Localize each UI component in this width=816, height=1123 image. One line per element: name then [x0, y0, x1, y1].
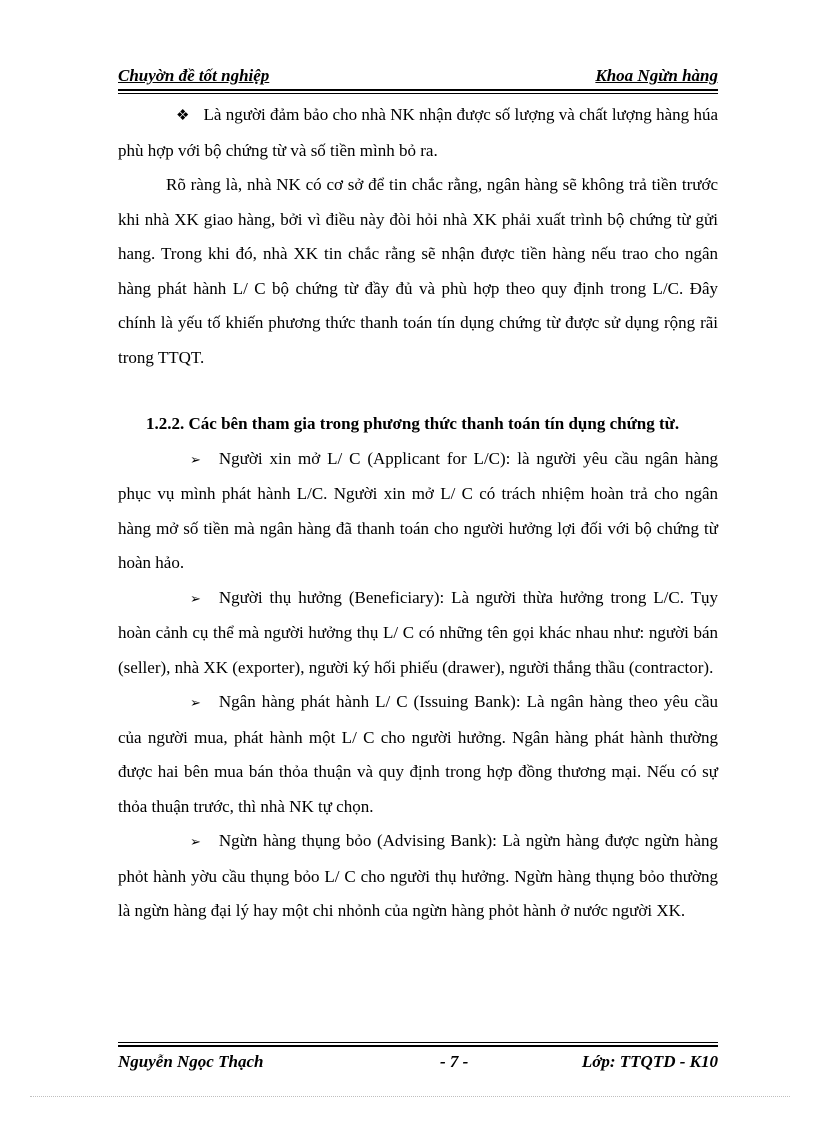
header-rule-thick: [118, 89, 718, 91]
list-item: [118, 581, 718, 686]
footer-rule-thin: [118, 1042, 718, 1043]
bullet-paragraph-text: Là người đảm bảo cho nhà NK nhận được số lượng và chất lượng hàng húa phù hợp với bộ chứng từ và số tiền mình bỏ ra.: [118, 105, 718, 160]
arrow-bullet-icon: ➢: [190, 695, 201, 710]
diamond-bullet-icon: ❖: [176, 108, 190, 124]
list-item: [118, 685, 718, 824]
footer-class: Lớp: TTQTD - K10: [581, 1052, 718, 1071]
list-item-text: Ngân hàng phát hành L/ C (Issuing Bank): Là ngân hàng theo yêu cầu của người mua, phát hành một L/ C cho người hưởng. Ngân hàng phát hành thường được hai bên mua bán thỏa thuận và quy định trong hợp đồng thương mại. Nếu có sự thỏa thuận trước, thì nhà NK tự chọn.: [118, 692, 718, 816]
page-number: - 7 -: [440, 1052, 469, 1071]
bullet-paragraph: [118, 98, 718, 168]
page-edge-dotted-line: [30, 1096, 790, 1097]
list-item: [118, 824, 718, 929]
list-item-text: Người xin mở L/ C (Applicant for L/C): là người yêu cầu ngân hàng phục vụ mình phát hành L/C. Người xin mở L/ C có trách nhiệm hoàn trả cho ngân hàng mở số tiền mà ngân hàng đã thanh toán cho người hưởng lợi đối với bộ chứng từ hoàn hảo.: [118, 448, 718, 572]
paragraph: Rõ ràng là, nhà NK có cơ sở để tin chắc rằng, ngân hàng sẽ không trả tiền trước khi nhà XK giao hàng, bởi vì điều này đòi hỏi nhà XK phải xuất trình bộ chứng từ gửi hang. Trong khi đó, nhà XK tin chắc rằng sẽ nhận được tiền hàng nếu trao cho ngân hàng phát hành L/ C bộ chứng từ đầy đủ và phù hợp theo quy định trong L/C. Đây chính là yếu tố khiến phương thức thanh toán tín dụng chứng từ được sử dụng rộng rãi trong TTQT.: [118, 175, 718, 367]
arrow-bullet-icon: ➢: [190, 834, 201, 849]
footer-author: Nguyễn Ngọc Thạch: [118, 1052, 264, 1071]
page-header: [118, 62, 718, 88]
arrow-bullet-icon: ➢: [190, 590, 201, 606]
page-body: [118, 98, 718, 929]
header-rule-thin: [118, 93, 718, 94]
list-item: [118, 442, 718, 581]
header-thesis-title: Chuyờn đề tốt nghiệp: [118, 66, 270, 85]
header-faculty: Khoa Ngừn hàng: [595, 66, 718, 85]
page-footer: [118, 1052, 718, 1078]
section-heading: 1.2.2. Các bên tham gia trong phương thức thanh toán tín dụng chứng từ.: [146, 414, 680, 433]
arrow-bullet-icon: ➢: [190, 451, 201, 467]
list-item-text: Ngừn hàng thụng bỏo (Advising Bank): Là ngừn hàng được ngừn hàng phỏt hành yờu cầu thụng bỏo L/ C cho người thụ hưởng. Ngừn hàng thụng bỏo thường là ngừn hàng đại lý hay một chi nhỏnh của ngừn hàng phỏt hành ở nước người XK.: [118, 831, 718, 920]
footer-rule-thick: [118, 1045, 718, 1047]
list-item-text: Người thụ hưởng (Beneficiary): Là người thừa hưởng trong L/C. Tụy hoàn cảnh cụ thể mà người hưởng thụ L/ C có những tên gọi khác nhau như: người bán (seller), nhà XK (exporter), người ký hối phiếu (drawer), người thắng thầu (contractor).: [118, 587, 718, 677]
